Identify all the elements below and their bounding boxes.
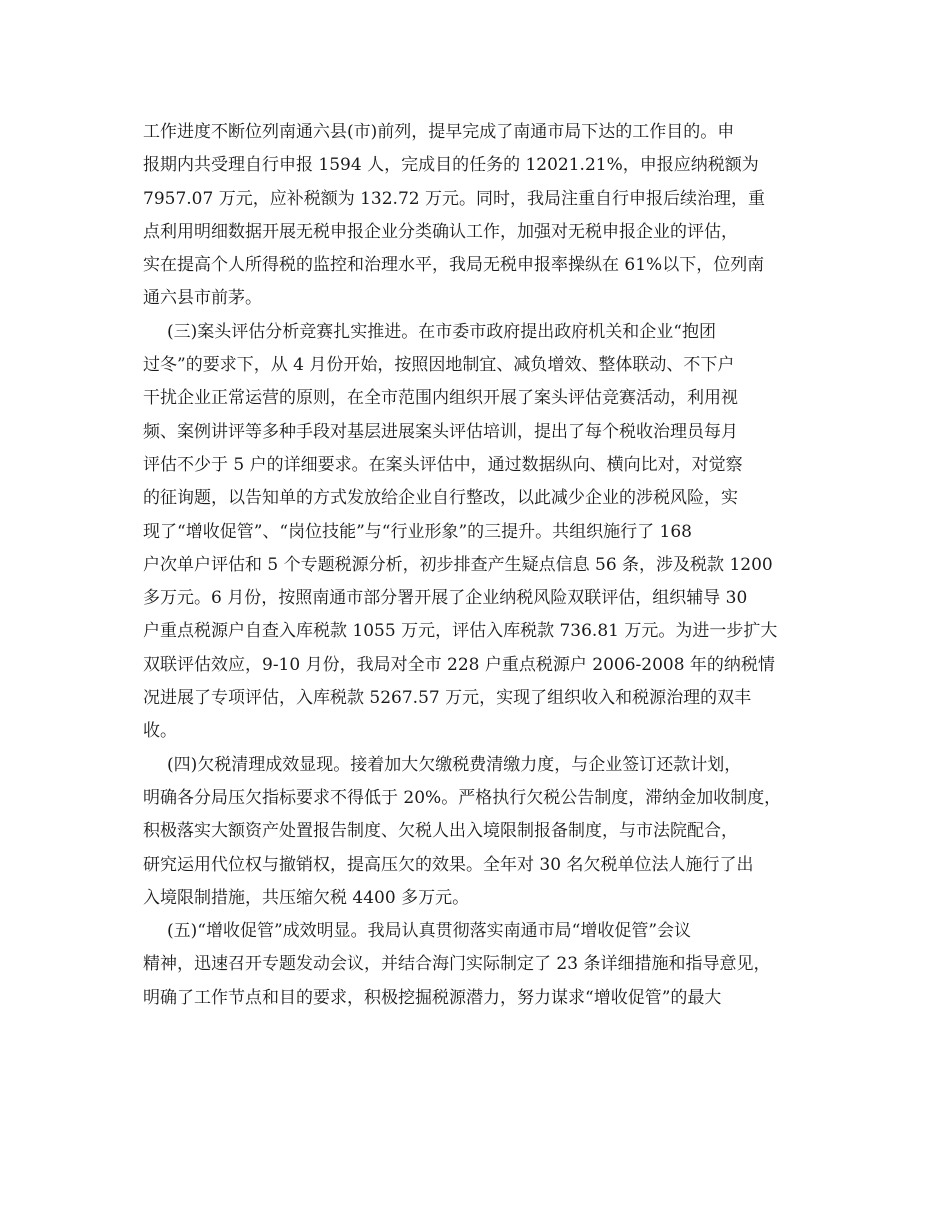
text-line: 精神，迅速召开专题发动会议，并结合海门实际制定了 23 条详细措施和指导意见， [143,954,771,975]
text-line: 入境限制措施，共压缩欠税 4400 多万元。 [143,887,470,908]
text-line: 户次单户评估和 5 个专题税源分析，初步排查产生疑点信息 56 条，涉及税款 1200 [143,554,773,575]
text-line: 点利用明细数据开展无税申报企业分类确认工作，加强对无税申报企业的评估， [143,221,738,242]
text-line: (五)“增收促管”成效明显。我局认真贯彻落实南通市局“增收促管”会议 [167,921,692,942]
text-line: (三)案头评估分析竞赛扎实推进。在市委市政府提出政府机关和企业“抱团 [167,321,716,342]
text-line: (四)欠税清理成效显现。接着加大欠缴税费清缴力度，与企业签订还款计划， [167,754,742,775]
text-line: 过冬”的要求下，从 4 月份开始，按照因地制宜、减负增效、整体联动、不下户 [143,355,735,376]
text-line: 况进展了专项评估，入库税款 5267.57 万元，实现了组织收入和税源治理的双丰 [143,688,752,709]
text-line: 实在提高个人所得税的监控和治理水平，我局无税申报率操纵在 61%以下，位列南 [143,255,765,276]
text-line: 明确各分局压欠指标要求不得低于 20%。严格执行欠税公告制度，滞纳金加收制度， [143,787,782,808]
text-line: 户重点税源户自查入库税款 1055 万元，评估入库税款 736.81 万元。为进一步扩大 [143,621,778,642]
body-text [143,116,818,1015]
text-line: 明确了工作节点和目的要求，积极挖掘税源潜力，努力谋求“增收促管”的最大 [143,987,722,1008]
text-line: 工作进度不断位列南通六县(市)前列，提早完成了南通市局下达的工作目的。申 [143,122,735,142]
text-line: 报期内共受理自行申报 1594 人，完成目的任务的 12021.21%，申报应纳税额为 [143,155,759,176]
text-line: 研究运用代位权与撤销权，提高压欠的效果。全年对 30 名欠税单位法人施行了出 [143,854,754,875]
text-line: 评估不少于 5 户的详细要求。在案头评估中，通过数据纵向、横向比对，对觉察 [143,454,743,475]
text-line: 积极落实大额资产处置报告制度、欠税人出入境限制报备制度，与市法院配合， [143,821,738,842]
text-line: 的征询题，以告知单的方式发放给企业自行整改，以此减少企业的涉税风险，实 [143,488,738,509]
text-line: 收。 [143,721,177,742]
text-line: 多万元。6 月份，按照南通市部分署开展了企业纳税风险双联评估，组织辅导 30 [143,588,748,609]
text-line: 7957.07 万元，应补税额为 132.72 万元。同时，我局注重自行申报后续治理，重 [143,188,765,209]
text-line: 双联评估效应，9-10 月份，我局对全市 228 户重点税源户 2006-2008 年的纳税情 [143,654,775,675]
text-line: 现了“增收促管”、“岗位技能”与“行业形象”的三提升。共组织施行了 168 [143,521,692,542]
text-line: 通六县市前茅。 [143,288,262,309]
text-line: 频、案例讲评等多种手段对基层进展案头评估培训，提出了每个税收治理员每月 [143,421,738,442]
text-line: 干扰企业正常运营的原则，在全市范围内组织开展了案头评估竞赛活动，利用视 [143,388,738,409]
